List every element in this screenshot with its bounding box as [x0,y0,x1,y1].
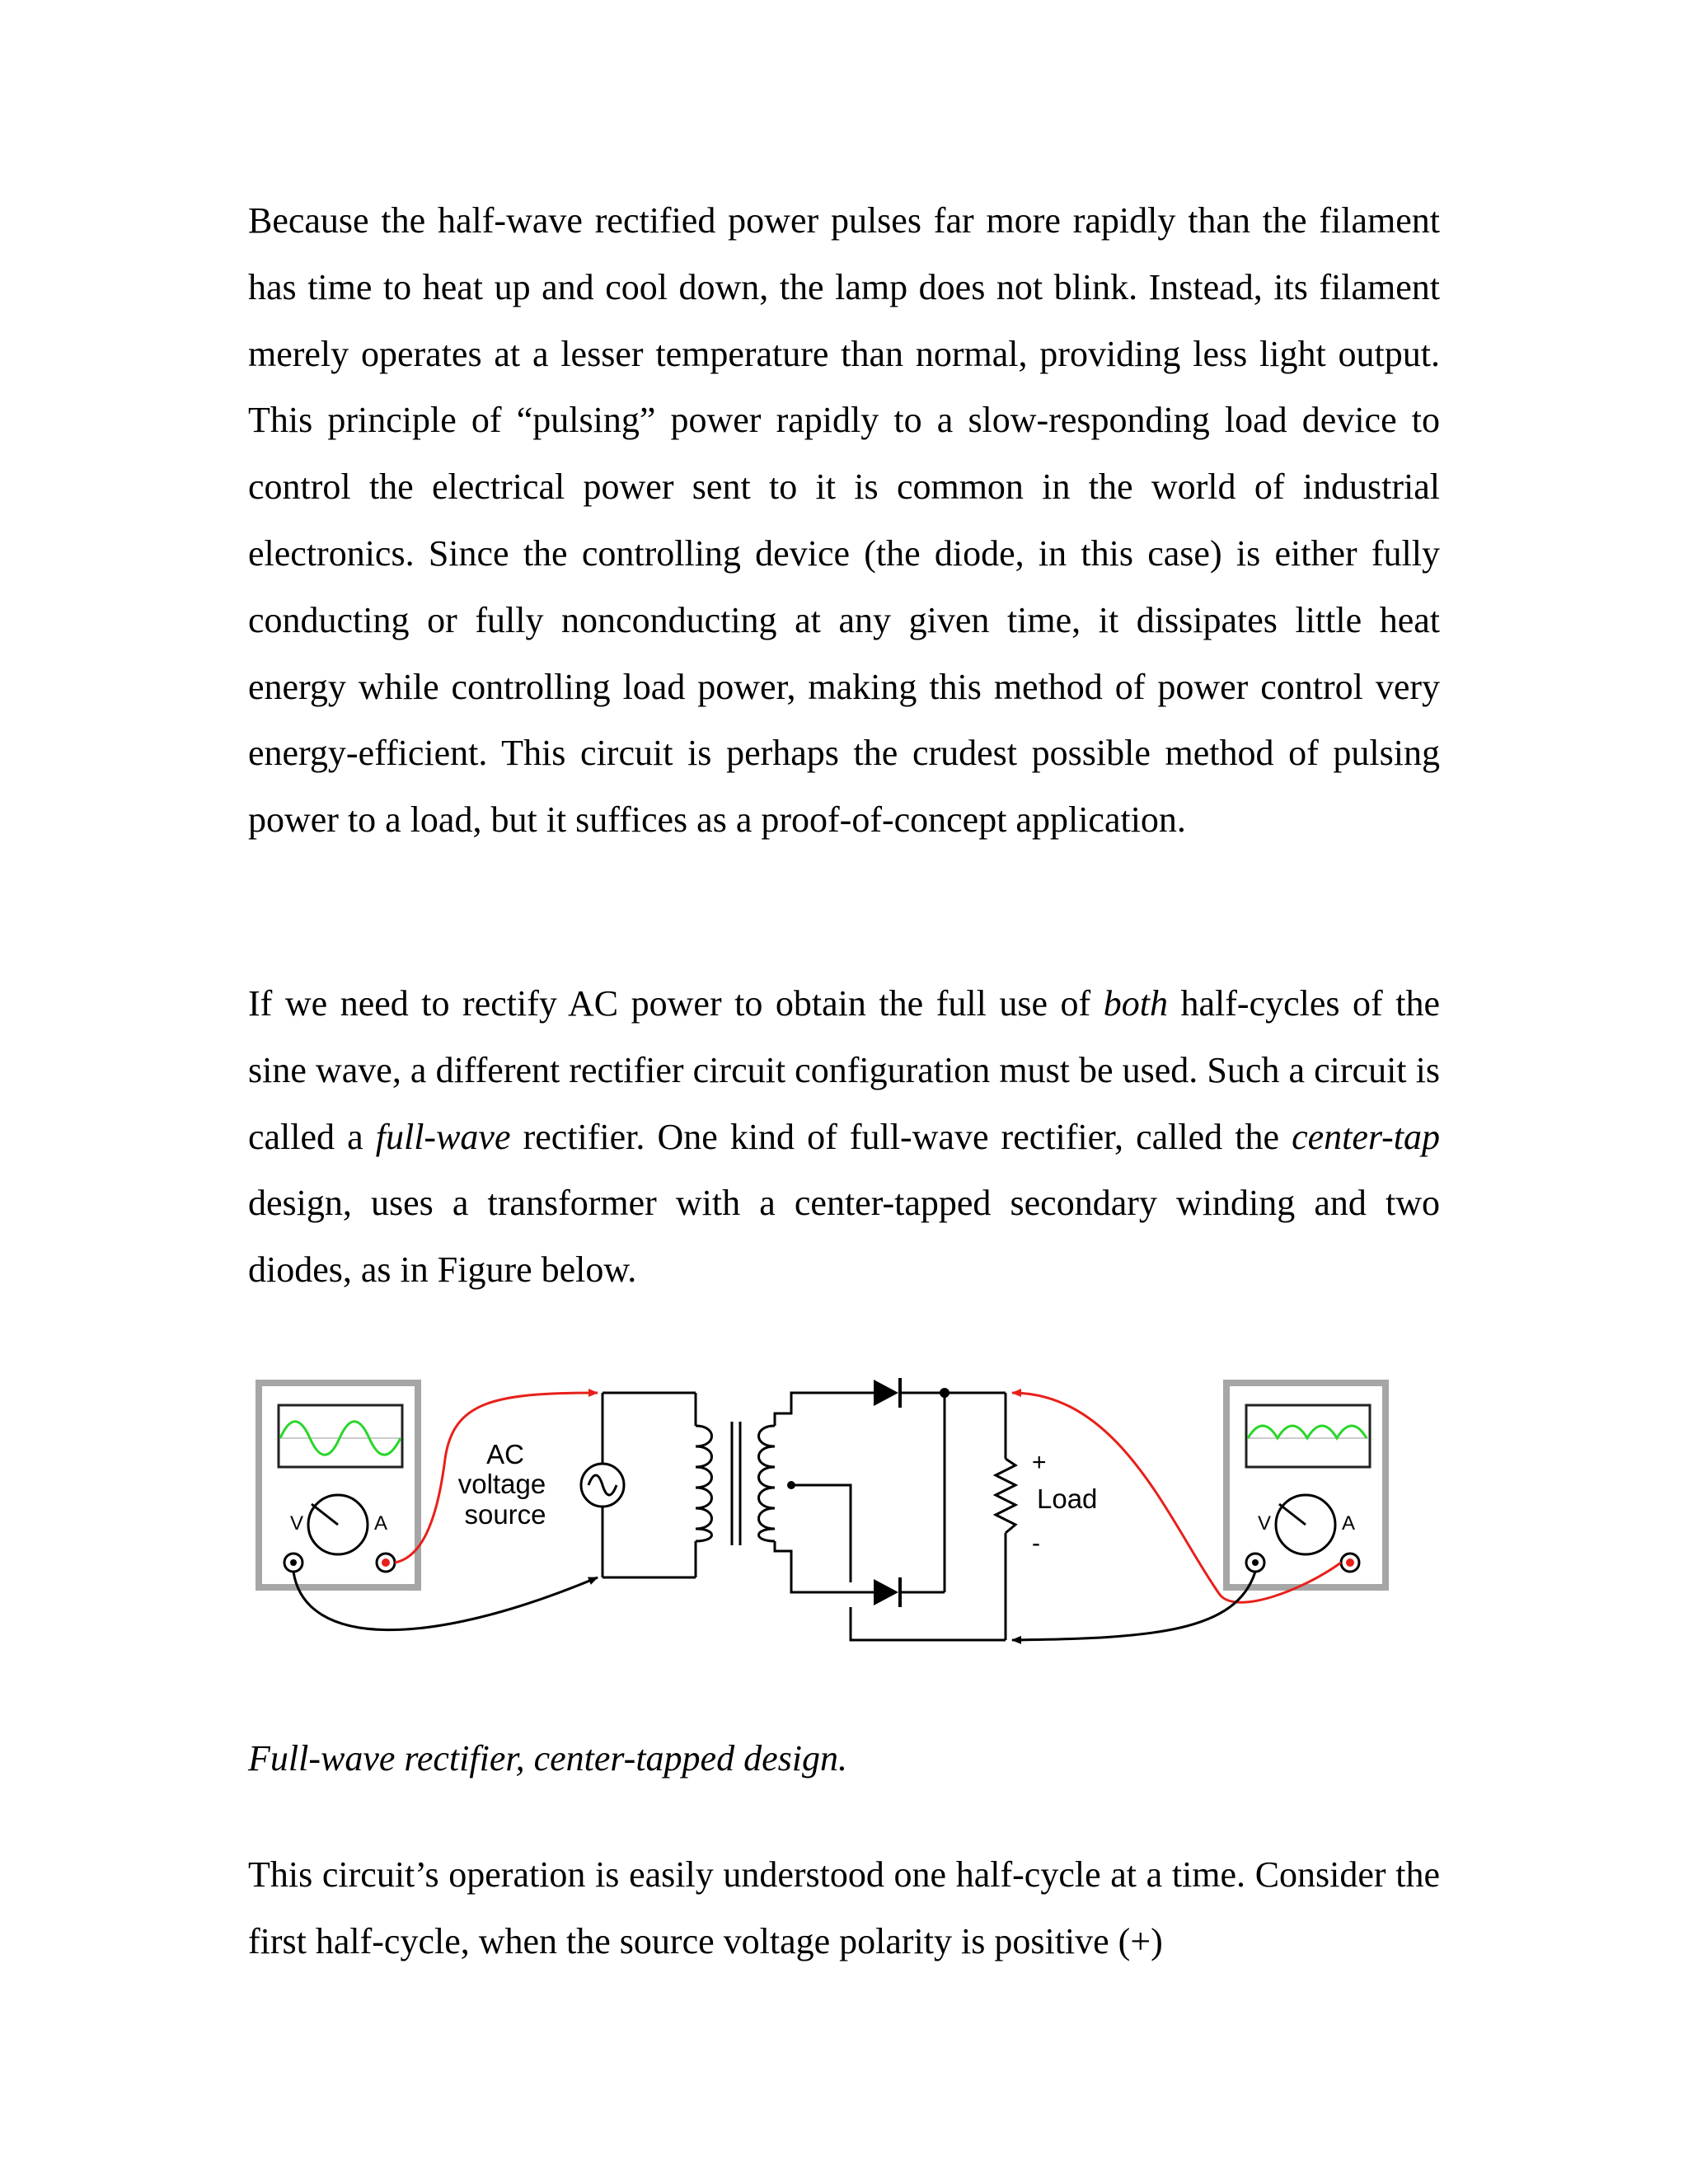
ac-source-label-2: voltage [457,1469,546,1499]
paragraph-2-text-4: design, uses a transformer with a center-tapped secondary winding and two diodes, as in Figure below. [248,1183,1440,1291]
junction-node-top [940,1388,950,1398]
paragraph-3: This circuit’s operation is easily understood one half-cycle at a time. Consider the first half-cycle, when the source voltage polarity is positive (+) [248,1854,1440,1961]
ac-source-label-3: source [464,1499,546,1530]
secondary-circuit [775,1393,1006,1640]
transformer-secondary-winding [759,1426,776,1541]
paragraph-2-text-3: rectifier. One kind of full-wave rectifier, called the [510,1116,1292,1157]
diode-top [874,1378,900,1408]
paragraph-1: Because the half-wave rectified power pulses far more rapidly than the filament has time to heat up and cool down, the lamp does not blink. Instead, its filament merely operates at a lesser temperature than normal, providing less light output. This principle of “pulsing” power rapidly to a slow-responding load device to control the electrical power sent to it is common in the world of industrial electronics. Since the controlling device (the diode, in this case) is either fully conducting or fully nonconducting at any given time, it dissipates little heat energy while controlling load power, making this method of power control very energy-efficient. This circuit is perhaps the crudest possible method of pulsing power to a load, but it suffices as a proof-of-concept application. [248,200,1440,841]
load-resistor [996,1459,1015,1533]
emphasis-center-tap: center-tap [1292,1116,1440,1157]
load-plus-sign: + [1032,1449,1047,1476]
figure-caption: Full-wave rectifier, center-tapped design. [248,1738,847,1779]
right-meter-a-label: A [1341,1512,1356,1535]
paragraph-2-text-2: half-cycles of the sine wave, a different rectifier circuit configuration must be used. Such a circuit is called a [248,983,1440,1157]
right-meter-black-lead [1012,1572,1255,1640]
left-meter [259,1383,418,1587]
paragraph-2-text-1: If we need to rectify AC power to obtain the full use of [248,983,1104,1024]
right-meter-v-label: V [1257,1512,1272,1535]
left-meter-a-label: A [373,1512,388,1535]
transformer-primary-winding [696,1426,712,1541]
paragraph-2 [248,971,1440,1304]
right-meter [1226,1383,1386,1587]
emphasis-both: both [1103,983,1168,1024]
load-label: Load [1037,1483,1098,1514]
emphasis-full-wave: full-wave [375,1116,511,1157]
diode-bottom [874,1577,900,1607]
load-minus-sign: - [1032,1530,1040,1557]
center-tap-node [787,1481,795,1489]
left-meter-v-label: V [289,1512,304,1535]
ac-source-label-1: AC [486,1439,524,1469]
full-wave-rectifier-figure [247,1368,1401,1665]
